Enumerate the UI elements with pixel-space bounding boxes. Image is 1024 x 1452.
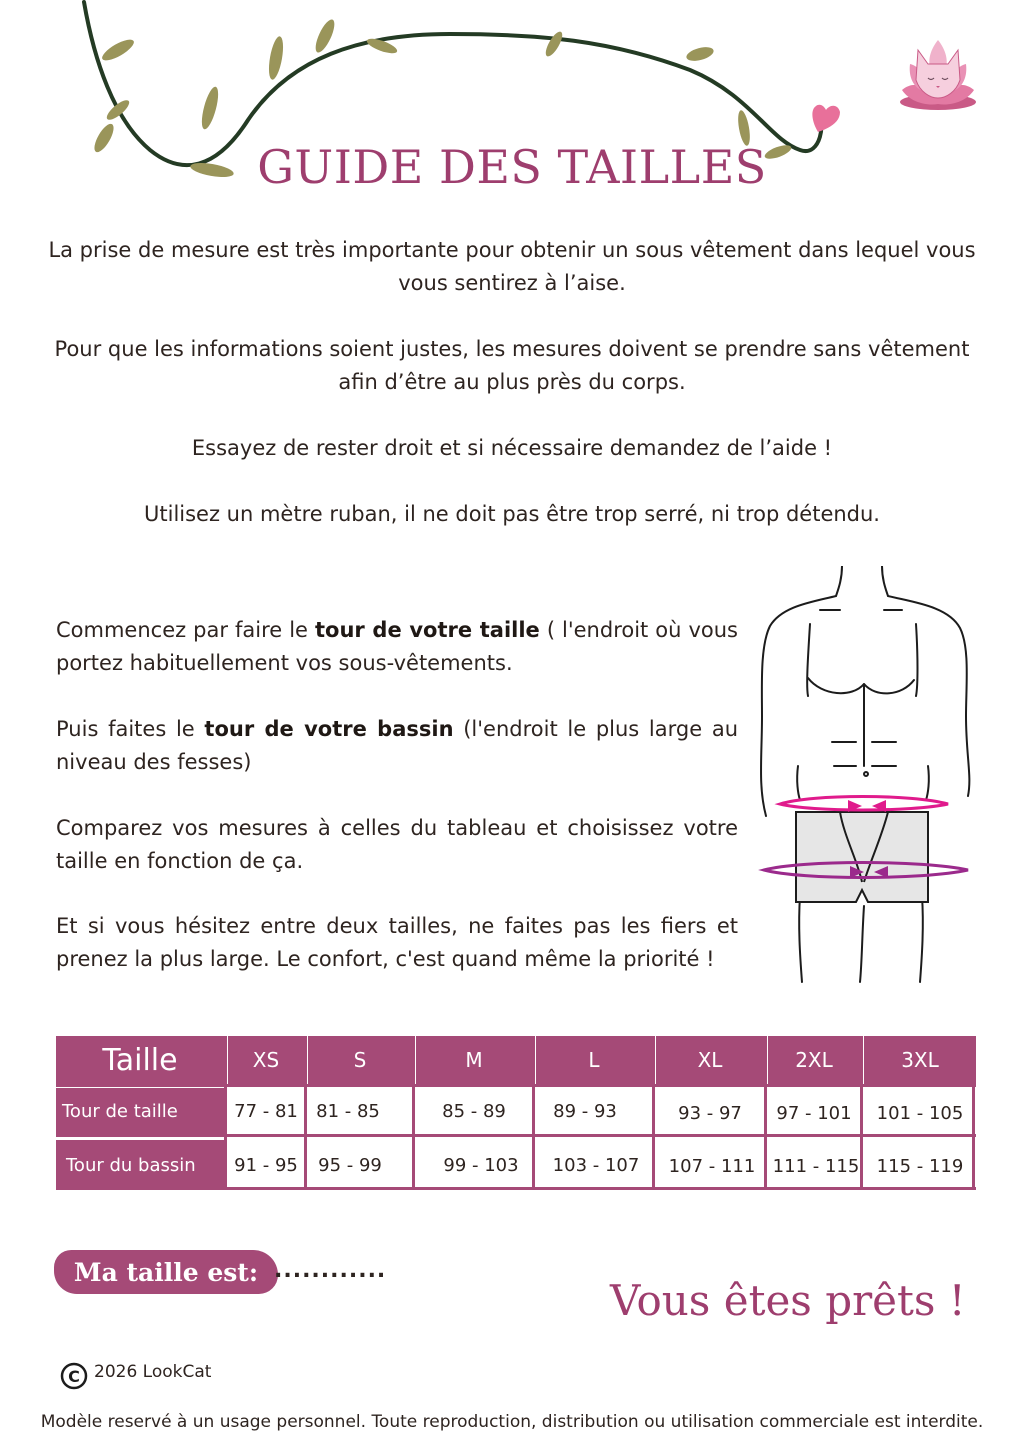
table-cell: 91 - 95 [234,1154,298,1176]
body-measurement-illustration [752,566,982,990]
intro-paragraph-4: Utilisez un mètre ruban, il ne doit pas être trop serré, ni trop détendu. [144,502,880,526]
table-header-size: S [308,1036,412,1084]
page-title: GUIDE DES TAILLES [257,140,767,194]
table-cell: 103 - 107 [552,1154,640,1176]
table-grid-line [224,1187,976,1190]
footer-notice: Modèle reservé à un usage personnel. Toute reproduction, distribution ou utilisation commerciale est interdite. [40,1412,984,1432]
table-grid-line [412,1036,415,1190]
table-cell: 115 - 119 [876,1155,964,1177]
copyright-icon [60,1362,88,1390]
my-size-blank: ............ [274,1258,387,1283]
table-cell: 101 - 105 [876,1102,964,1124]
table-header-size: 2XL [768,1036,860,1084]
instruction-hip-bold: tour de votre bassin [204,717,454,741]
table-grid-line [304,1036,307,1190]
row-label-hip: Tour du bassin [56,1140,224,1190]
instruction-waist-text-end: ( l'endroit où vous portez habituellement vos sous-vêtements. [56,618,738,675]
instruction-waist-bold: tour de votre taille [314,618,540,642]
instruction-hip [56,713,738,779]
instruction-hip-text-end: (l'endroit le plus large au niveau des fesses) [56,717,739,774]
table-cell: 107 - 111 [668,1155,756,1177]
table-cell: 81 - 85 [316,1100,380,1122]
table-header-size: XS [228,1036,304,1084]
instruction-hip-text: Puis faites le [56,717,205,741]
copyright-symbol: C [68,1367,80,1386]
row-label-waist: Tour de taille [56,1088,224,1134]
table-grid-line [56,1084,976,1087]
table-grid-line [860,1036,863,1190]
intro-paragraph-1: La prise de mesure est très importante pour obtenir un sous vêtement dans lequel vous vous sentirez à l’aise. [48,238,976,295]
my-size-label: Ma taille est: [54,1250,278,1294]
table-cell: 111 - 115 [772,1155,860,1177]
instruction-compare: Comparez vos mesures à celles du tableau et choisissez votre taille en fonction de ça. [56,816,738,873]
ready-text: Vous êtes prêts ! [610,1276,966,1325]
table-cell: 77 - 81 [234,1100,298,1122]
table-header-size: L [536,1036,652,1084]
copyright-text: 2026 LookCat [94,1362,212,1382]
table-header-size: XL [656,1036,764,1084]
intro-paragraph-3: Essayez de rester droit et si nécessaire demandez de l’aide ! [191,436,833,460]
table-cell: 95 - 99 [318,1154,382,1176]
table-grid-line [972,1036,975,1190]
table-cell: 89 - 93 [553,1100,617,1122]
instruction-waist-text: Commencez par faire le [56,618,315,642]
table-grid-line [652,1036,655,1190]
instruction-hesitate: Et si vous hésitez entre deux tailles, ne faites pas les fiers et prenez la plus large. Le confort, c'est quand même la priorité ! [56,914,738,971]
lotus-cat-icon [896,36,980,112]
table-cell: 85 - 89 [442,1100,506,1122]
table-header-taille: Taille [56,1036,224,1084]
table-grid-line [532,1036,535,1190]
table-cell: 99 - 103 [443,1154,519,1176]
table-header-size: 3XL [864,1036,976,1084]
table-grid-line [764,1036,767,1190]
table-grid-line [224,1036,227,1190]
table-cell: 93 - 97 [678,1102,742,1124]
table-grid-line [56,1134,976,1137]
table-cell: 97 - 101 [776,1102,852,1124]
size-table [56,1036,976,1190]
intro-paragraph-2: Pour que les informations soient justes, les mesures doivent se prendre sans vêtement afin d’être au plus près du corps. [54,337,970,394]
instruction-waist [56,614,738,680]
table-header-size: M [416,1036,532,1084]
